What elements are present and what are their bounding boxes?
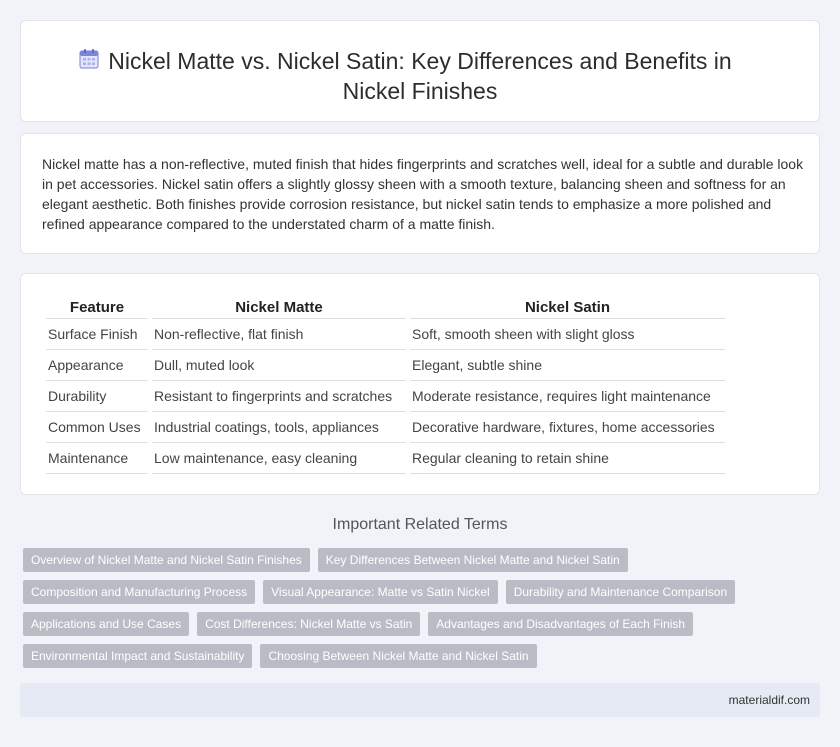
related-term-tag[interactable]: Overview of Nickel Matte and Nickel Satin Finishes: [23, 548, 310, 572]
related-term-tag[interactable]: Environmental Impact and Sustainability: [23, 644, 252, 668]
table-row: [46, 319, 725, 350]
table-cell: Decorative hardware, fixtures, home accessories: [410, 412, 725, 443]
summary-card: [20, 133, 820, 254]
table-cell: Appearance: [46, 350, 148, 381]
table-cell: Maintenance: [46, 443, 148, 474]
related-term-tag[interactable]: Cost Differences: Nickel Matte vs Satin: [197, 612, 420, 636]
table-cell: Durability: [46, 381, 148, 412]
table-header-feature: Feature: [46, 295, 148, 319]
page-title-line-1: Nickel Matte vs. Nickel Satin: Key Differences and Benefits in: [108, 48, 732, 74]
related-term-tag[interactable]: Choosing Between Nickel Matte and Nickel Satin: [260, 644, 536, 668]
footer: [20, 683, 820, 717]
table-cell: Soft, smooth sheen with slight gloss: [410, 319, 725, 350]
table-cell: Resistant to fingerprints and scratches: [152, 381, 406, 412]
comparison-table-card: [20, 273, 820, 495]
related-term-tag[interactable]: Composition and Manufacturing Process: [23, 580, 255, 604]
related-terms-heading: Important Related Terms: [332, 516, 508, 533]
related-term-tag[interactable]: Key Differences Between Nickel Matte and Nickel Satin: [318, 548, 628, 572]
table-cell: Non-reflective, flat finish: [152, 319, 406, 350]
table-row: [46, 443, 725, 474]
table-row: [46, 350, 725, 381]
table-cell: Common Uses: [46, 412, 148, 443]
table-row: [46, 412, 725, 443]
table-header-row: [46, 295, 725, 319]
table-cell: Surface Finish: [46, 319, 148, 350]
related-term-tag[interactable]: Durability and Maintenance Comparison: [506, 580, 735, 604]
tag-row: [23, 548, 813, 572]
header-card: [20, 20, 820, 122]
page-title-line-2: Nickel Finishes: [342, 78, 498, 104]
tag-row: [23, 644, 813, 668]
table-cell: Low maintenance, easy cleaning: [152, 443, 406, 474]
tag-row: [23, 580, 813, 604]
table-cell: Regular cleaning to retain shine: [410, 443, 725, 474]
table-row: [46, 381, 725, 412]
related-term-tag[interactable]: Applications and Use Cases: [23, 612, 189, 636]
table-header-nickel-satin: Nickel Satin: [410, 295, 725, 319]
footer-site-link[interactable]: materialdif.com: [728, 693, 810, 707]
table-header-nickel-matte: Nickel Matte: [152, 295, 406, 319]
table-cell: Industrial coatings, tools, appliances: [152, 412, 406, 443]
comparison-table: [42, 295, 729, 474]
table-cell: Elegant, subtle shine: [410, 350, 725, 381]
related-term-tag[interactable]: Visual Appearance: Matte vs Satin Nickel: [263, 580, 498, 604]
related-terms-list: [23, 548, 813, 676]
tag-row: [23, 612, 813, 636]
page-title: [21, 46, 819, 106]
table-cell: Dull, muted look: [152, 350, 406, 381]
table-cell: Moderate resistance, requires light maintenance: [410, 381, 725, 412]
summary-paragraph: Nickel matte has a non-reflective, muted finish that hides fingerprints and scratches well, ideal for a subtle and durable look in pet accessories. Nickel satin offers a slightly glossy sheen with a smooth texture, balancing sheen and softness for an elegant aesthetic. Both finishes provide corrosion resistance, but nickel satin tends to emphasize a more polished and refined appearance compared to the understated charm of a matte finish.: [42, 156, 804, 232]
related-term-tag[interactable]: Advantages and Disadvantages of Each Finish: [428, 612, 693, 636]
